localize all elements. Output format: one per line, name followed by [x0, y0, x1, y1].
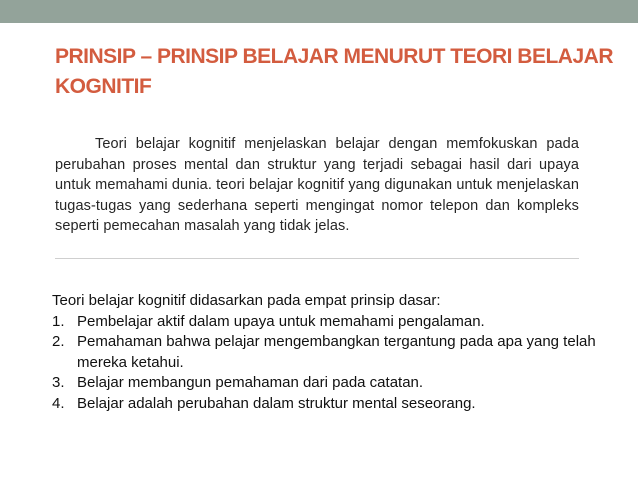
top-accent-bar [0, 0, 638, 23]
principle-number: 1. [52, 312, 65, 330]
principles-intro: Teori belajar kognitif didasarkan pada empat prinsip dasar: [52, 292, 441, 309]
principle-text: Belajar membangun pemahaman dari pada catatan. [77, 374, 424, 391]
principle-item-4 [52, 394, 612, 415]
principle-text: Pemahaman bahwa pelajar mengembangkan tergantung pada apa yang telah mereka ketahui. [77, 333, 596, 371]
principle-item-1 [52, 312, 612, 333]
principle-item-2 [52, 332, 612, 373]
principle-item-3 [52, 373, 612, 394]
principle-list [52, 312, 612, 415]
principle-text: Belajar adalah perubahan dalam struktur mental seseorang. [77, 394, 476, 412]
slide-title: PRINSIP – PRINSIP BELAJAR MENURUT TEORI BELAJAR KOGNITIF [55, 45, 613, 98]
principle-number: 4. [52, 394, 65, 412]
principle-number: 3. [52, 374, 65, 391]
principle-text: Pembelajar aktif dalam upaya untuk memahami pengalaman. [77, 312, 485, 330]
principle-number: 2. [52, 333, 65, 350]
principles-section [52, 291, 612, 414]
intro-paragraph: Teori belajar kognitif menjelaskan belajar dengan memfokuskan pada perubahan proses mental dan struktur yang terjadi sebagai hasil dari upaya untuk memahami dunia. teori belajar kognitif yang digunakan untuk menjelaskan tugas-tugas yang sederhana seperti mengingat nomor telepon dan kompleks seperti pemecahan masalah yang tidak jelas. [55, 136, 579, 235]
intro-text-box [55, 134, 579, 259]
